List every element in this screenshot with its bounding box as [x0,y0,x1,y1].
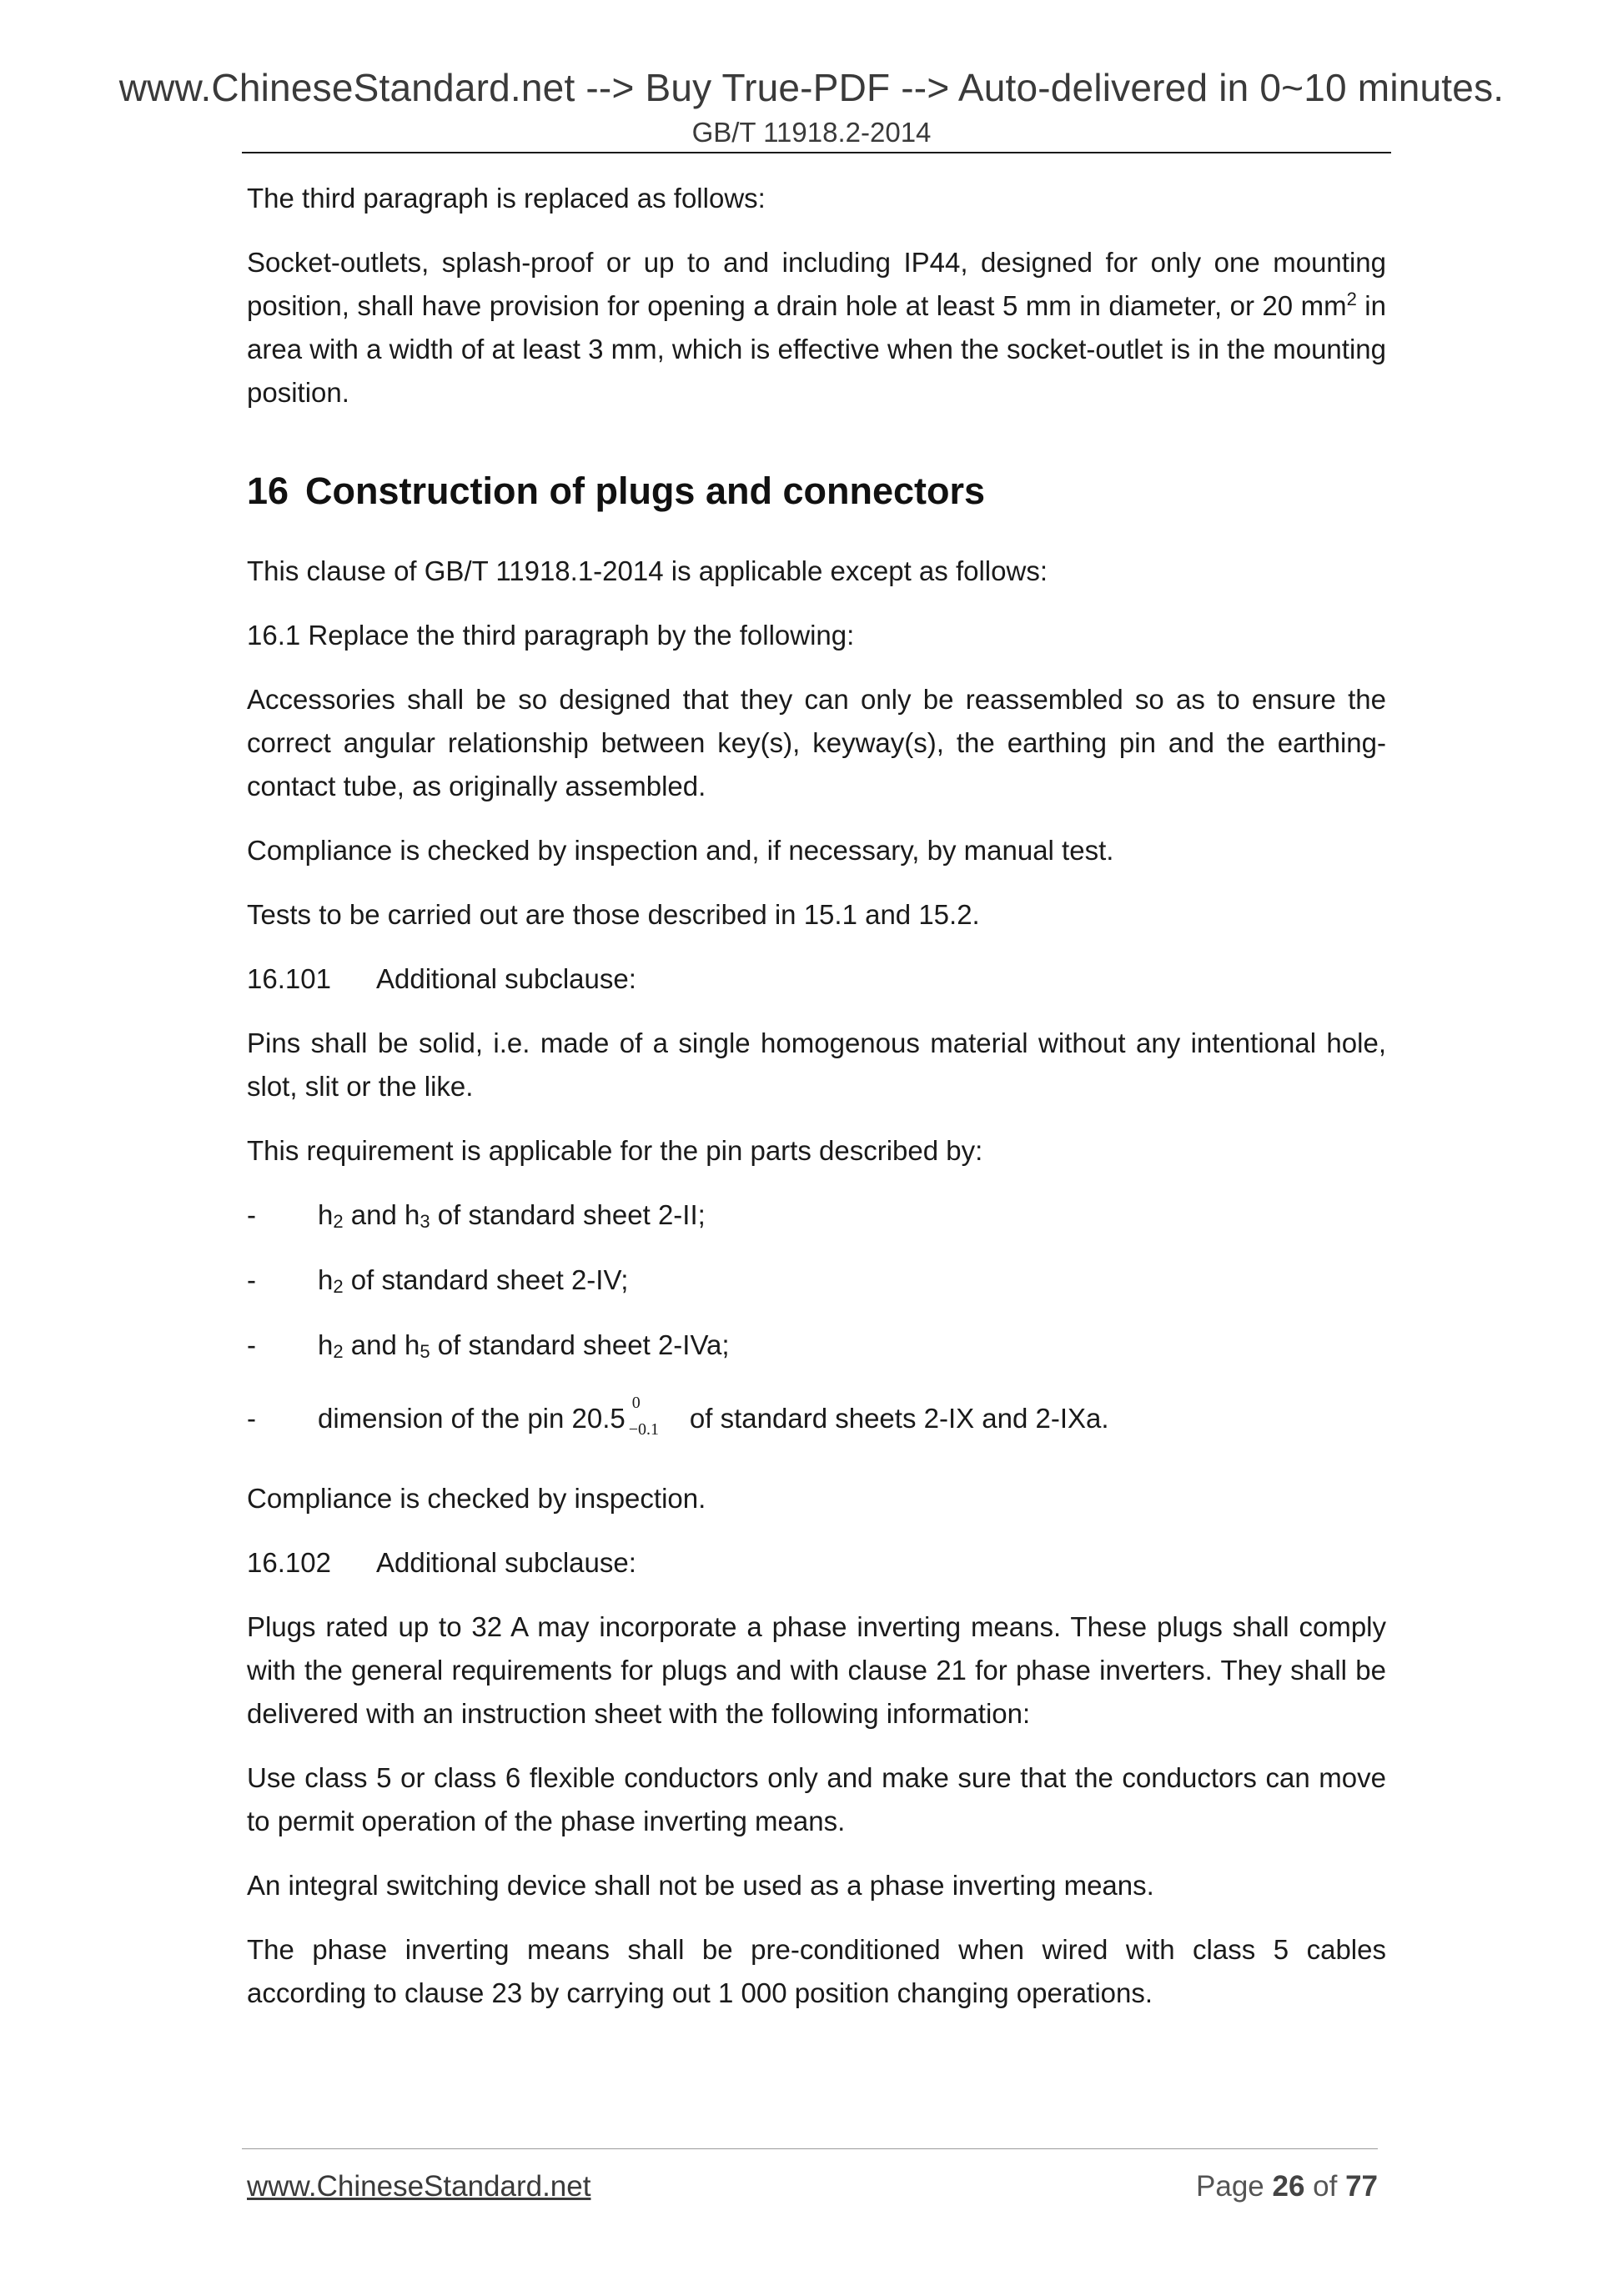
paragraph-pins: Pins shall be solid, i.e. made of a single homogenous material without any intentional hole, slot, slit or the like. [247,1027,1386,1102]
total-pages: 77 [1345,2170,1378,2203]
paragraph-intro: The third paragraph is replaced as follows: [247,183,766,214]
list-item [247,1259,1386,1302]
subclause-number: 16.102 [247,1547,331,1578]
list-text: of standard sheet 2-IVa; [430,1329,730,1360]
paragraph-requirement: This requirement is applicable for the pin parts described by: [247,1135,983,1166]
footer-link[interactable]: www.ChineseStandard.net [247,2170,591,2203]
superscript-2: 2 [1346,289,1357,309]
tolerance [628,1394,682,1440]
header-rule [242,152,1391,153]
paragraph-compliance-manual: Compliance is checked by inspection and, if necessary, by manual test. [247,835,1114,866]
section-heading [247,466,1386,516]
subscript: 2 [333,1276,344,1297]
page-of-label: of [1304,2170,1346,2203]
socket-text-a: Socket-outlets, splash-proof or up to and including IP44, designed for only one mounting position, shall have provision for opening a drain hole at least 5 mm in diameter, or 20 mm [247,247,1386,321]
page-label: Page [1196,2170,1273,2203]
list-text: h [318,1264,334,1295]
list-text: h [318,1329,334,1360]
paragraph-integral: An integral switching device shall not be used as a phase inverting means. [247,1870,1154,1901]
list-dash: - [247,1403,256,1434]
page-number [1196,2170,1378,2203]
current-page: 26 [1272,2170,1305,2203]
subclause-16-102 [247,1541,1386,1585]
list-text: h [318,1199,334,1230]
tolerance-lower: −0.1 [628,1420,660,1439]
list-text: of standard sheet 2-II; [430,1199,706,1230]
paragraph-plugs: Plugs rated up to 32 A may incorporate a phase inverting means. These plugs shall comply with the general requirements for plugs and with clause 21 for phase inverters. They shall be delivered with an instruction sheet with the following information: [247,1611,1386,1729]
list-dash: - [247,1264,256,1295]
list-text: and h [343,1329,420,1360]
paragraph-preconditioned: The phase inverting means shall be pre-conditioned when wired with class 5 cables according to clause 23 by carrying out 1 000 position changing operations. [247,1934,1386,2008]
list-text: dimension of the pin 20.5 [318,1403,626,1434]
list-text: of standard sheet 2-IV; [343,1264,629,1295]
tolerance-upper: 0 [631,1394,641,1412]
footer-rule [242,2148,1378,2149]
paragraph-socket-outlets [247,241,1386,414]
paragraph-accessories: Accessories shall be so designed that they can only be reassembled so as to ensure the correct angular relationship between key(s), keyway(s), the earthing pin and the earthing-contact tube, as originally assembled. [247,684,1386,801]
paragraph-tests: Tests to be carried out are those described in 15.1 and 15.2. [247,899,980,930]
promo-banner[interactable]: www.ChineseStandard.net --> Buy True-PDF --> Auto-delivered in 0~10 minutes. [118,66,1505,109]
list-text: and h [343,1199,420,1230]
subclause-number: 16.101 [247,963,331,994]
list-dash: - [247,1199,256,1230]
paragraph-compliance-inspection: Compliance is checked by inspection. [247,1483,706,1514]
paragraph-applicable: This clause of GB/T 11918.1-2014 is applicable except as follows: [247,555,1048,586]
subscript: 2 [333,1211,344,1232]
paragraph-16-1: 16.1 Replace the third paragraph by the following: [247,620,855,651]
subclause-label: Additional subclause: [376,1547,636,1578]
section-number: 16 [247,470,289,512]
subclause-16-101 [247,957,1386,1001]
page-content [247,177,1386,2036]
list-item [247,1193,1386,1237]
subscript: 5 [420,1341,430,1362]
list-dash: - [247,1329,256,1360]
list-item [247,1324,1386,1367]
socket-text-b: in area with a width of at least 3 mm, which is effective when the socket-outlet is in the mounting position. [247,290,1386,408]
section-title: Construction of plugs and connectors [305,470,986,512]
document-id: GB/T 11918.2-2014 [691,117,932,148]
subscript: 3 [420,1211,430,1232]
subclause-label: Additional subclause: [376,963,636,994]
subscript: 2 [333,1341,344,1362]
list-item [247,1394,1386,1440]
paragraph-use-class: Use class 5 or class 6 flexible conductors only and make sure that the conductors can move to permit operation of the phase inverting means. [247,1762,1386,1836]
list-text: of standard sheets 2-IX and 2-IXa. [681,1403,1109,1434]
